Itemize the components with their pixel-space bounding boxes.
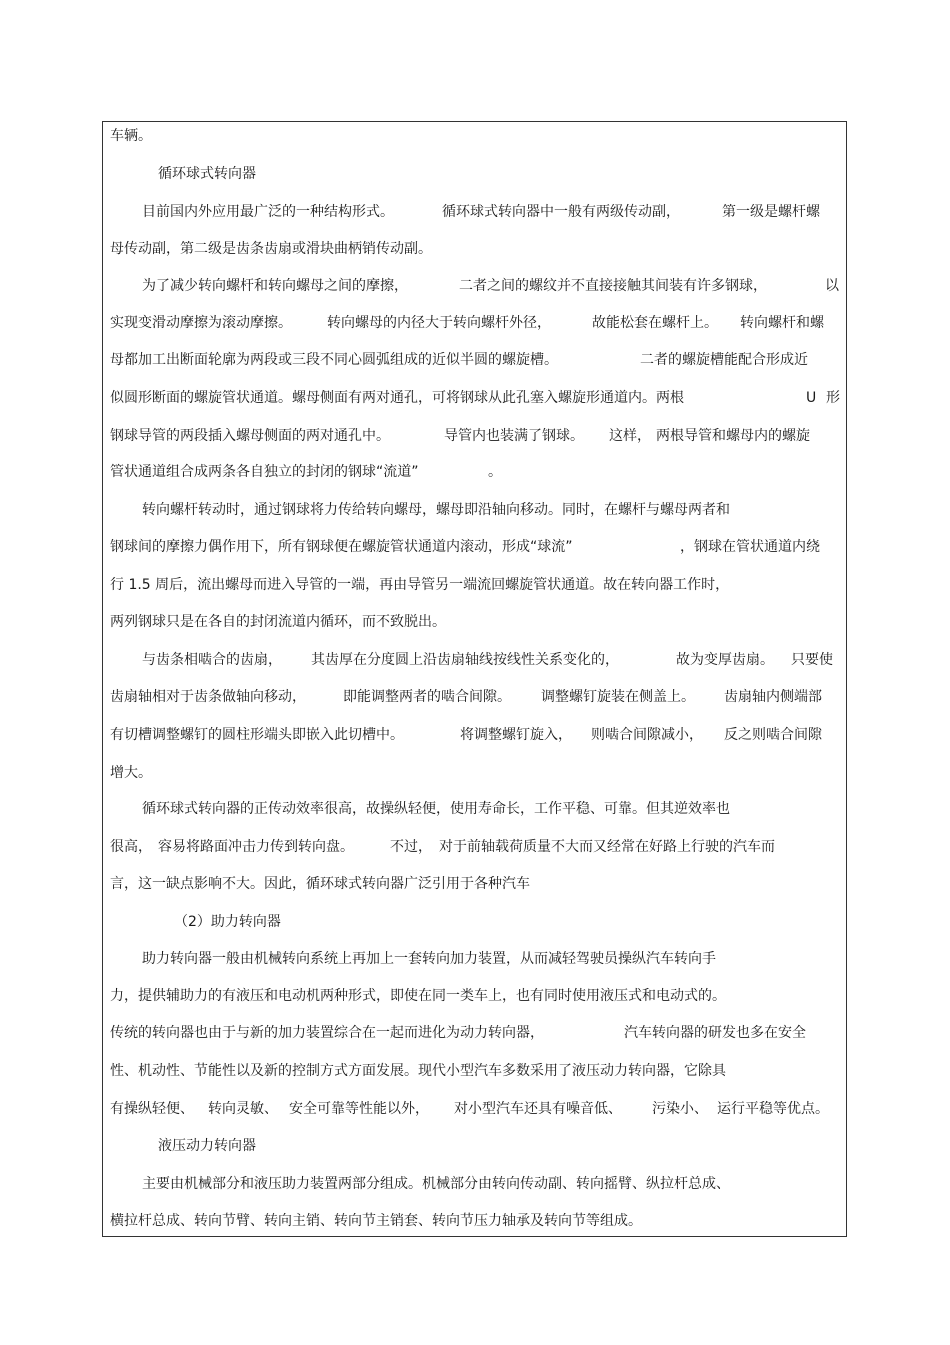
- section-heading: 液压动力转向器: [158, 1138, 256, 1154]
- text-line: 第一级是螺杆螺: [722, 204, 820, 220]
- text-line: 对于前轴载荷质量不大而又经常在好路上行驶的汽车而: [439, 839, 775, 855]
- text-line: 母都加工出断面轮廓为两段或三段不同心圆弧组成的近似半圆的螺旋槽。: [110, 352, 558, 368]
- text-line: 二者之间的螺纹并不直接接触其间装有许多钢球，: [459, 278, 767, 294]
- text-line: 将调整螺钉旋入，: [460, 727, 572, 743]
- section-heading: 循环球式转向器: [158, 166, 256, 182]
- text-line: 车辆。: [110, 128, 152, 144]
- text-line: 主要由机械部分和液压助力装置两部分组成。机械部分由转向传动副、转向摇臂、纵拉杆总成、: [142, 1176, 730, 1192]
- text-line: 故能松套在螺杆上。: [592, 315, 718, 331]
- text-line: 只要使: [791, 652, 833, 668]
- text-line: 运行平稳等优点。: [717, 1101, 829, 1117]
- text-line: 调整螺钉旋装在侧盖上。: [541, 689, 695, 705]
- text-line: 不过，: [390, 839, 432, 855]
- text-line: 目前国内外应用最广泛的一种结构形式。: [142, 204, 394, 220]
- text-line: ，钢球在管状通道内绕: [680, 539, 820, 555]
- text-line: 力，提供辅助力的有液压和电动机两种形式，即使在同一类车上，也有同时使用液压式和电动式的。: [110, 988, 726, 1004]
- text-line: 循环球式转向器中一般有两级传动副，: [442, 204, 680, 220]
- text-line: 安全可靠等性能以外，: [289, 1101, 429, 1117]
- text-line: 容易将路面冲击力传到转向盘。: [158, 839, 354, 855]
- text-line: 性、机动性、节能性以及新的控制方式方面发展。现代小型汽车多数采用了液压动力转向器，它除具: [110, 1063, 726, 1079]
- text-line: 其齿厚在分度圆上沿齿扇轴线按线性关系变化的，: [311, 652, 619, 668]
- text-line: 与齿条相啮合的齿扇，: [142, 652, 282, 668]
- text-line: 言，这一缺点影响不大。因此，循环球式转向器广泛引用于各种汽车: [110, 876, 530, 892]
- text-line: 导管内也装满了钢球。: [444, 428, 584, 444]
- text-line: 则啮合间隙减小，: [591, 727, 703, 743]
- text-line: 为了减少转向螺杆和转向螺母之间的摩擦，: [142, 278, 408, 294]
- text-line: 转向灵敏、: [208, 1101, 278, 1117]
- text-line: 即能调整两者的啮合间隙。: [343, 689, 511, 705]
- text-line: 转向螺杆和螺: [740, 315, 824, 331]
- text-line: 以: [825, 278, 839, 294]
- text-line: 有切槽调整螺钉的圆柱形端头即嵌入此切槽中。: [110, 727, 404, 743]
- text-line: 汽车转向器的研发也多在安全: [624, 1025, 806, 1041]
- text-line: 反之则啮合间隙: [724, 727, 822, 743]
- text-line: 齿扇轴相对于齿条做轴向移动，: [110, 689, 306, 705]
- text-line: 转向螺母的内径大于转向螺杆外径，: [327, 315, 551, 331]
- text-line: 两根导管和螺母内的螺旋: [656, 428, 810, 444]
- text-line: 实现变滑动摩擦为滚动摩擦。: [110, 315, 292, 331]
- text-line: 二者的螺旋槽能配合形成近: [640, 352, 808, 368]
- text-line: 管状通道组合成两条各自独立的封闭的钢球“流道”: [110, 464, 419, 480]
- text-line: 有操纵轻便、: [110, 1101, 194, 1117]
- text-line: 传统的转向器也由于与新的加力装置综合在一起而进化为动力转向器，: [110, 1025, 544, 1041]
- text-line: 齿扇轴内侧端部: [724, 689, 822, 705]
- text-line: 行 1.5 周后，流出螺母而进入导管的一端，再由导管另一端流回螺旋管状通道。故在转向器工作时，: [110, 577, 730, 593]
- text-line: 形: [826, 390, 840, 406]
- section-heading: （2）助力转向器: [174, 914, 281, 930]
- text-line: 两列钢球只是在各自的封闭流道内循环，而不致脱出。: [110, 614, 446, 630]
- text-line: 。: [488, 464, 502, 480]
- text-line: 转向螺杆转动时，通过钢球将力传给转向螺母，螺母即沿轴向移动。同时，在螺杆与螺母两者和: [142, 502, 730, 518]
- text-line: U: [806, 390, 817, 406]
- text-line: 循环球式转向器的正传动效率很高，故操纵轻便，使用寿命长，工作平稳、可靠。但其逆效率也: [142, 801, 730, 817]
- text-line: 对小型汽车还具有噪音低、: [454, 1101, 622, 1117]
- text-line: 似圆形断面的螺旋管状通道。螺母侧面有两对通孔，可将钢球从此孔塞入螺旋形通道内。两根: [110, 390, 684, 406]
- text-line: 增大。: [110, 765, 152, 781]
- text-line: 钢球间的摩擦力偶作用下，所有钢球便在螺旋管状通道内滚动，形成“球流”: [110, 539, 573, 555]
- text-line: 钢球导管的两段插入螺母侧面的两对通孔中。: [110, 428, 390, 444]
- text-line: 很高，: [110, 839, 152, 855]
- text-line: 母传动副，第二级是齿条齿扇或滑块曲柄销传动副。: [110, 241, 432, 257]
- text-line: 污染小、: [652, 1101, 708, 1117]
- text-line: 这样，: [609, 428, 651, 444]
- text-line: 助力转向器一般由机械转向系统上再加上一套转向加力装置，从而减轻驾驶员操纵汽车转向手: [142, 951, 716, 967]
- text-line: 横拉杆总成、转向节臂、转向主销、转向节主销套、转向节压力轴承及转向节等组成。: [110, 1213, 642, 1229]
- text-line: 故为变厚齿扇。: [676, 652, 774, 668]
